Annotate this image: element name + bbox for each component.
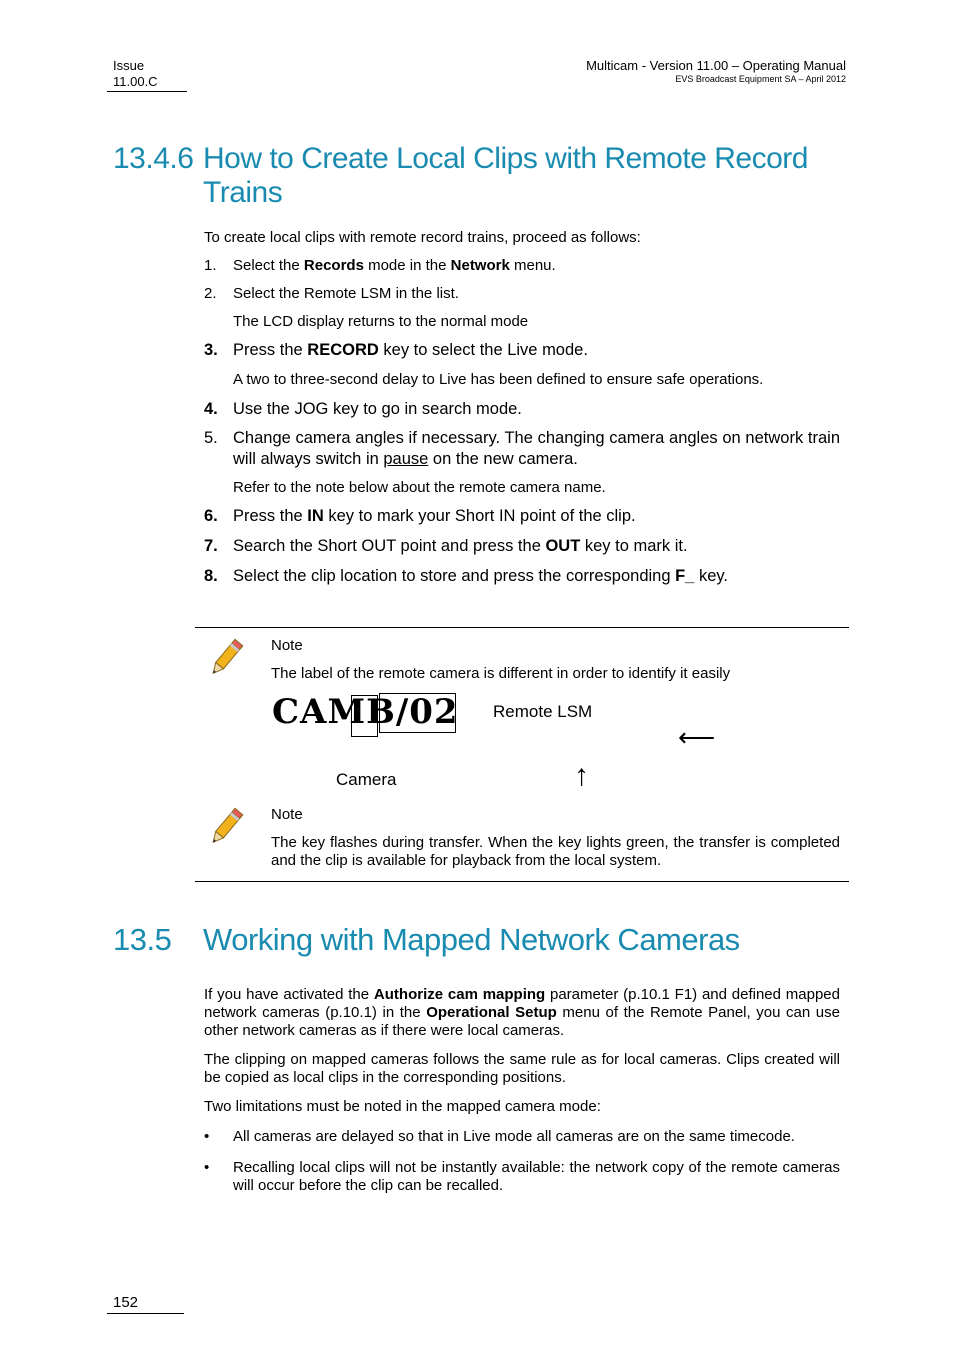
- section-number: 13.5: [113, 922, 172, 957]
- note-1-text: The label of the remote camera is different in order to identify it easily: [271, 665, 731, 682]
- step-4: [204, 399, 840, 420]
- issue-label: Issue: [113, 58, 145, 73]
- header-rule: [107, 91, 187, 92]
- step-text: Change camera angles if necessary. The changing camera angles on network train will always switch in: [233, 429, 840, 468]
- lcd-lsm-number: /02: [395, 692, 459, 732]
- step-3-note: A two to three-second delay to Live has been defined to ensure safe operations.: [233, 371, 764, 388]
- step-number: 2.: [204, 285, 217, 302]
- bullet-dot: •: [204, 1159, 210, 1176]
- section-title: Working with Mapped Network Cameras: [203, 922, 740, 957]
- step-5-note: Refer to the note below about the remote camera name.: [233, 479, 606, 496]
- section-heading-13-5: [113, 922, 740, 958]
- bullet-dot: •: [204, 1128, 210, 1145]
- step-text: Use the JOG key to go in search mode.: [233, 400, 522, 418]
- step-text: key.: [694, 567, 728, 585]
- paragraph-bold: Operational Setup: [426, 1004, 557, 1021]
- note-top-rule: [195, 627, 849, 628]
- step-bold: IN: [307, 507, 324, 525]
- bullet-item: [204, 1128, 840, 1146]
- page-number: 152: [113, 1294, 139, 1311]
- step-number: 6.: [204, 507, 218, 525]
- issue-value: 11.00.C: [113, 74, 158, 89]
- step-bold: Network: [450, 257, 510, 274]
- step-number: 4.: [204, 400, 218, 418]
- step-number: 8.: [204, 567, 218, 585]
- section-title-line1: How to Create Local Clips with Remote Record: [203, 142, 808, 175]
- paragraph-3: Two limitations must be noted in the mapped camera mode:: [204, 1098, 601, 1115]
- step-text: mode in the: [363, 257, 451, 274]
- step-text: Press the: [233, 507, 308, 525]
- section-title-line2: Trains: [203, 176, 283, 209]
- section-heading-13-4-6: [113, 142, 813, 210]
- step-underlined: pause: [383, 450, 429, 468]
- paragraph-text: menu of the Remote Panel, you can use other network cameras as if there were local cameras.: [204, 1004, 840, 1039]
- step-2-note: The LCD display returns to the normal mode: [233, 313, 529, 330]
- step-text: Search the Short OUT point and press the: [233, 537, 546, 555]
- step-text: on the new camera.: [428, 450, 578, 468]
- step-bold: RECORD: [307, 341, 379, 359]
- lcd-cam-letter: B: [366, 692, 396, 732]
- camera-letter-frame: [351, 695, 378, 737]
- step-7: [204, 536, 840, 557]
- intro-paragraph: To create local clips with remote record trains, proceed as follows:: [204, 229, 641, 246]
- step-bold: F_: [675, 567, 695, 585]
- step-text: key to mark it.: [580, 537, 688, 555]
- camera-label: Camera: [336, 770, 397, 789]
- step-text: key to select the Live mode.: [378, 341, 588, 359]
- step-number: 1.: [204, 257, 217, 274]
- note-bottom-rule: [195, 881, 849, 882]
- issue-block: [113, 58, 158, 90]
- bullet-text: All cameras are delayed so that in Live mode all cameras are on the same timecode.: [233, 1128, 795, 1145]
- step-8: [204, 566, 840, 587]
- bullet-item: [204, 1159, 840, 1195]
- footer-rule: [107, 1313, 184, 1314]
- step-text: Press the: [233, 341, 308, 359]
- step-3: [204, 340, 840, 361]
- manual-title: Multicam - Version 11.00 – Operating Manual: [586, 58, 846, 73]
- step-text: Select the: [233, 257, 304, 274]
- bullet-text: Recalling local clips will not be instantly available: the network copy of the remote cameras will occur before the clip can be recalled.: [233, 1159, 840, 1194]
- note-2-label: Note: [271, 806, 303, 823]
- arrow-left-icon: ⟵: [678, 722, 716, 752]
- remote-lsm-label: Remote LSM: [493, 702, 593, 721]
- paragraph-text: If you have activated the: [204, 986, 374, 1003]
- paragraph-text: parameter (p.10.1 F1) and defined mapped network cameras (p.10.1) in the: [204, 986, 840, 1021]
- remote-lsm-frame: [379, 693, 456, 733]
- step-number: 7.: [204, 537, 218, 555]
- step-number: 5.: [204, 429, 218, 447]
- step-5: [204, 428, 840, 470]
- arrow-up-icon: ↑: [574, 759, 589, 792]
- note-2-text: The key flashes during transfer. When the key lights green, the transfer is completed and the clip is available for playback from the local system.: [271, 834, 840, 869]
- step-1: [204, 257, 840, 275]
- step-bold: OUT: [545, 537, 581, 555]
- note-1-label: Note: [271, 637, 303, 654]
- manual-header: [586, 58, 846, 85]
- step-number: 3.: [204, 341, 218, 359]
- step-text: Select the clip location to store and press the corresponding: [233, 567, 676, 585]
- step-2: [204, 285, 840, 303]
- publisher-line: EVS Broadcast Equipment SA – April 2012: [675, 74, 846, 84]
- paragraph-2: The clipping on mapped cameras follows the same rule as for local cameras. Clips created will be copied as local clips in the corresponding positions.: [204, 1051, 840, 1086]
- step-6: [204, 506, 840, 527]
- paragraph-bold: Authorize cam mapping: [373, 986, 546, 1003]
- step-bold: Records: [303, 257, 364, 274]
- step-text: key to mark your Short IN point of the clip.: [323, 507, 636, 525]
- lcd-cam-text: CAM: [272, 692, 367, 732]
- step-text: menu.: [509, 257, 556, 274]
- paragraph-1: [204, 986, 840, 1040]
- pencil-icon: [204, 805, 248, 849]
- section-number: 13.4.6: [113, 142, 194, 175]
- pencil-icon: [204, 636, 248, 680]
- step-text: Select the Remote LSM in the list.: [233, 285, 459, 302]
